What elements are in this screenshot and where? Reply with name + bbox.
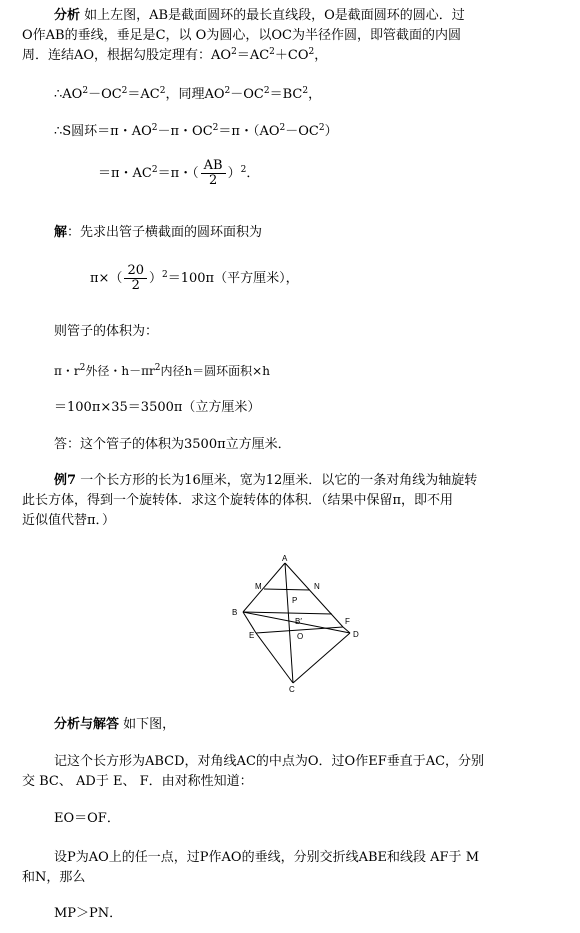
text-run: ＝π・（AO bbox=[218, 124, 280, 139]
text-run: ＝100π（平方厘米）， bbox=[167, 271, 299, 286]
text-run: －OC bbox=[88, 87, 122, 102]
solution-answer: 答：这个管子的体积为3500π立方厘米． bbox=[54, 437, 291, 452]
analysis2-line-3: 交 BC、 AD于 E、 F．由对称性知道： bbox=[22, 774, 253, 789]
solution-formula-2 bbox=[54, 362, 270, 380]
label-p: P bbox=[292, 596, 298, 605]
exponent: 2 bbox=[154, 363, 161, 373]
analysis-text: 如上左图，AB是截面圆环的最长直线段，O是截面圆环的圆心．过 bbox=[84, 8, 465, 23]
fraction-denominator: 2 bbox=[209, 173, 218, 188]
text-run: ） bbox=[227, 166, 241, 181]
text-run: ＝π・（ bbox=[157, 166, 199, 181]
exponent: 2 bbox=[263, 86, 270, 96]
exponent: 2 bbox=[308, 47, 315, 57]
analysis2-line-2: 记这个长方形为ABCD，对角线AC的中点为O．过O作EF垂直于AC，分别 bbox=[54, 754, 485, 769]
text-run: －OC bbox=[230, 87, 264, 102]
label-d: D bbox=[353, 630, 359, 639]
analysis2-line-6: 和N，那么 bbox=[22, 870, 86, 885]
label-c: C bbox=[289, 685, 295, 693]
fraction-denominator: 2 bbox=[131, 278, 140, 293]
text-run: ＋CO bbox=[274, 48, 309, 63]
exponent: 2 bbox=[151, 165, 158, 175]
exponent: 2 bbox=[279, 123, 286, 133]
solution-label: 解 bbox=[54, 225, 68, 240]
label-a: A bbox=[282, 554, 288, 563]
exponent: 2 bbox=[318, 123, 325, 133]
label-m: M bbox=[255, 582, 262, 591]
example7-label: 例7 bbox=[54, 473, 77, 488]
text-run: ） bbox=[324, 124, 338, 139]
example7-line-2: 此长方体，得到一个旋转体．求这个旋转体的体积．（结果中保留π，即不用 bbox=[22, 493, 454, 508]
segment-mn bbox=[264, 589, 310, 590]
example7-line-3: 近似值代替π．） bbox=[22, 513, 116, 528]
analysis2-text: 如下图， bbox=[123, 717, 176, 732]
text-run: ，同理AO bbox=[165, 87, 225, 102]
solution-formula-1 bbox=[90, 262, 299, 296]
text-run: －π・OC bbox=[157, 124, 213, 139]
label-b-prime: B′ bbox=[295, 617, 302, 626]
equation-line-2 bbox=[54, 123, 338, 141]
label-n: N bbox=[314, 582, 320, 591]
analysis2-line-5: 设P为AO上的任一点，过P作AO的垂线，分别交折线ABE和线段 AF于 M bbox=[54, 850, 480, 865]
text-run: ＝AC bbox=[236, 48, 270, 63]
text-run: 内径h＝圆环面积×h bbox=[160, 364, 270, 378]
label-o: O bbox=[297, 632, 304, 641]
analysis2-line-1 bbox=[54, 716, 175, 734]
label-b: B bbox=[232, 608, 238, 617]
equation-line-3 bbox=[98, 157, 259, 191]
analysis-paragraph-line-1 bbox=[54, 7, 465, 25]
segment-be bbox=[243, 612, 256, 633]
segment-af bbox=[285, 563, 343, 627]
text-run: ． bbox=[246, 166, 260, 181]
exponent: 2 bbox=[302, 86, 309, 96]
fraction-numerator: 20 bbox=[124, 264, 147, 279]
text-run: ， bbox=[308, 87, 322, 102]
analysis2-line-4: EO＝OF． bbox=[54, 811, 120, 826]
solution-line-2: 则管子的体积为： bbox=[54, 324, 159, 339]
geometry-figure bbox=[228, 553, 368, 693]
exponent: 2 bbox=[159, 86, 166, 96]
exponent: 2 bbox=[79, 363, 86, 373]
exponent: 2 bbox=[162, 270, 168, 280]
text-run: ） bbox=[148, 271, 162, 286]
fraction-20-over-2 bbox=[124, 264, 147, 293]
solution-line-1 bbox=[54, 224, 262, 242]
analysis2-line-7: MP＞PN． bbox=[54, 906, 123, 921]
text-run: ＝BC bbox=[269, 87, 303, 102]
diagonal-ac bbox=[285, 563, 293, 683]
fraction-ab-over-2 bbox=[201, 159, 226, 188]
example7-line-1 bbox=[54, 472, 477, 490]
solution-text: ：先求出管子横截面的圆环面积为 bbox=[67, 225, 263, 240]
exponent: 2 bbox=[82, 86, 89, 96]
analysis-paragraph-line-2: O作AB的垂线，垂足是C，以 O为圆心，以OC为半径作圆，即管截面的内圆 bbox=[22, 28, 461, 43]
segment-ec bbox=[256, 633, 293, 683]
example7-text: 一个长方形的长为16厘米，宽为12厘米．以它的一条对角线为轴旋转 bbox=[80, 473, 478, 488]
text-run: ， bbox=[314, 48, 328, 63]
text-run: ∴AO bbox=[54, 87, 83, 102]
exponent: 2 bbox=[224, 86, 231, 96]
equation-line-1 bbox=[54, 86, 321, 104]
segment-ab bbox=[243, 563, 285, 612]
analysis-paragraph-line-3 bbox=[22, 47, 327, 65]
exponent: 2 bbox=[240, 165, 247, 175]
exponent: 2 bbox=[151, 123, 158, 133]
text-run: π・r bbox=[54, 364, 80, 378]
text-run: 外径・h－πr bbox=[85, 364, 155, 378]
text-run: ＝π・AC bbox=[98, 166, 152, 181]
exponent: 2 bbox=[121, 86, 128, 96]
segment-ef-horizontal bbox=[243, 612, 332, 614]
text-run: －OC bbox=[285, 124, 319, 139]
exponent: 2 bbox=[231, 47, 237, 57]
fraction-numerator: AB bbox=[201, 159, 226, 174]
text-run: ＝AC bbox=[127, 87, 160, 102]
exponent: 2 bbox=[269, 47, 275, 57]
label-f: F bbox=[345, 617, 350, 626]
solution-formula-3: ＝100π×35＝3500π（立方厘米） bbox=[54, 400, 261, 415]
analysis2-label: 分析与解答 bbox=[54, 717, 120, 732]
analysis-label: 分析 bbox=[54, 8, 81, 23]
text-run: ∴S圆环＝π・AO bbox=[54, 124, 152, 139]
label-e: E bbox=[249, 631, 255, 640]
text-run: 周．连结AO，根据勾股定理有：AO bbox=[22, 48, 232, 63]
exponent: 2 bbox=[212, 123, 219, 133]
text-run: π×（ bbox=[90, 271, 123, 286]
